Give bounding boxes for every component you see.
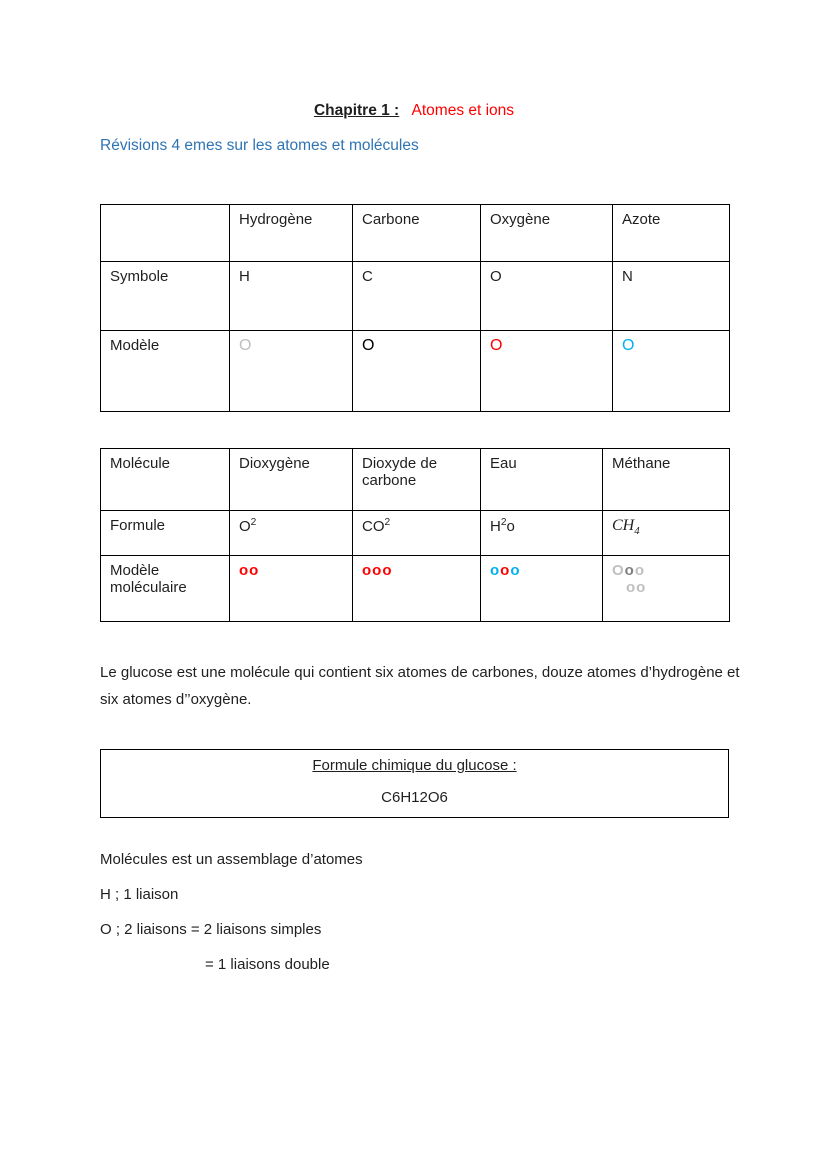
chapter-title: Atomes et ions <box>411 102 515 119</box>
column-header-carbone: Carbone <box>353 205 481 262</box>
model-cell-azote <box>613 331 730 412</box>
subtitle: Révisions 4 emes sur les atomes et molécules <box>100 137 419 154</box>
molecules-table <box>100 448 730 622</box>
atom-model-circle: O <box>490 337 503 354</box>
atom-model-circle: o <box>372 562 383 579</box>
formule-dioxygene <box>230 511 353 556</box>
formule-dioxyde-de-carbone <box>353 511 481 556</box>
formula-subscript: 4 <box>634 525 640 538</box>
formula-superscript: 2 <box>250 517 257 528</box>
formula-base: CH <box>612 517 635 534</box>
atom-model-circle: o <box>634 562 646 579</box>
atom-model-circle: o <box>624 562 635 579</box>
row-label-modele-moleculaire: Modèle moléculaire <box>101 556 230 622</box>
model-cell-dioxygene <box>230 556 353 622</box>
note-liaison-double: = 1 liaisons double <box>205 956 330 973</box>
atom-model-circle: o <box>239 562 250 579</box>
note-molecules-assemblage: Molécules est un assemblage d’atomes <box>100 851 363 868</box>
model-cell-eau <box>481 556 603 622</box>
molecules-table-header-row <box>101 449 730 511</box>
model-cell-carbone <box>353 331 481 412</box>
formule-eau <box>481 511 603 556</box>
column-header-dioxygene: Dioxygène <box>230 449 353 511</box>
glucose-box-title: Formule chimique du glucose : <box>312 757 517 774</box>
row-label-modele: Modèle <box>101 331 230 412</box>
glucose-paragraph: Le glucose est une molécule qui contient six atomes de carbones, douze atomes d’hydrogène et six atomes d’’oxygène. <box>100 664 740 708</box>
column-header-molecule: Molécule <box>101 449 230 511</box>
methane-model-line2 <box>626 579 720 596</box>
row-label-symbole: Symbole <box>101 262 230 331</box>
chapter-label: Chapitre 1 : <box>313 102 400 119</box>
symbol-hydrogene: H <box>230 262 353 331</box>
formule-methane <box>603 511 730 556</box>
formula-methane <box>612 517 640 538</box>
column-header-azote: Azote <box>613 205 730 262</box>
formula-superscript: 2 <box>384 517 391 528</box>
formula-suffix: o <box>506 518 515 535</box>
corner-cell <box>101 205 230 262</box>
model-row <box>101 331 730 412</box>
model-cell-dioxyde-de-carbone <box>353 556 481 622</box>
formula-base: CO <box>362 518 385 535</box>
atom-model-circle: o <box>626 579 637 596</box>
model-cell-oxygene <box>481 331 613 412</box>
methane-model-line1 <box>612 562 720 579</box>
model-cell-hydrogene <box>230 331 353 412</box>
atom-model-circle: o <box>636 579 647 596</box>
glucose-box <box>100 749 729 818</box>
glucose-formula: C6H12O6 <box>381 789 448 806</box>
formula-base: O <box>239 518 251 535</box>
symbol-row <box>101 262 730 331</box>
formula-superscript: 2 <box>500 517 507 528</box>
note-o-liaisons: O ; 2 liaisons = 2 liaisons simples <box>100 921 322 938</box>
atom-model-circle: O <box>622 337 635 354</box>
column-header-methane: Méthane <box>603 449 730 511</box>
molecular-model-row <box>101 556 730 622</box>
column-header-oxygene: Oxygène <box>481 205 613 262</box>
symbol-oxygene: O <box>481 262 613 331</box>
model-cell-methane <box>603 556 730 622</box>
atoms-table <box>100 204 730 412</box>
note-h-liaison: H ; 1 liaison <box>100 886 179 903</box>
formula-base: H <box>490 518 501 535</box>
atom-model-circle: o <box>362 562 373 579</box>
formula-row <box>101 511 730 556</box>
atom-model-circle: o <box>249 562 260 579</box>
row-label-formule: Formule <box>101 511 230 556</box>
atom-model-circle: o <box>382 562 393 579</box>
column-header-dioxyde-de-carbone: Dioxyde de carbone <box>353 449 481 511</box>
atom-model-circle: o <box>490 562 501 579</box>
column-header-eau: Eau <box>481 449 603 511</box>
symbol-azote: N <box>613 262 730 331</box>
chapter-heading <box>0 102 828 120</box>
symbol-carbone: C <box>353 262 481 331</box>
atom-model-circle: O <box>239 337 252 354</box>
column-header-hydrogene: Hydrogène <box>230 205 353 262</box>
atom-model-circle: O <box>362 337 375 354</box>
atoms-table-header-row <box>101 205 730 262</box>
atom-model-circle: o <box>500 562 511 579</box>
atom-model-circle: o <box>510 562 521 579</box>
atom-model-circle: O <box>612 562 625 579</box>
